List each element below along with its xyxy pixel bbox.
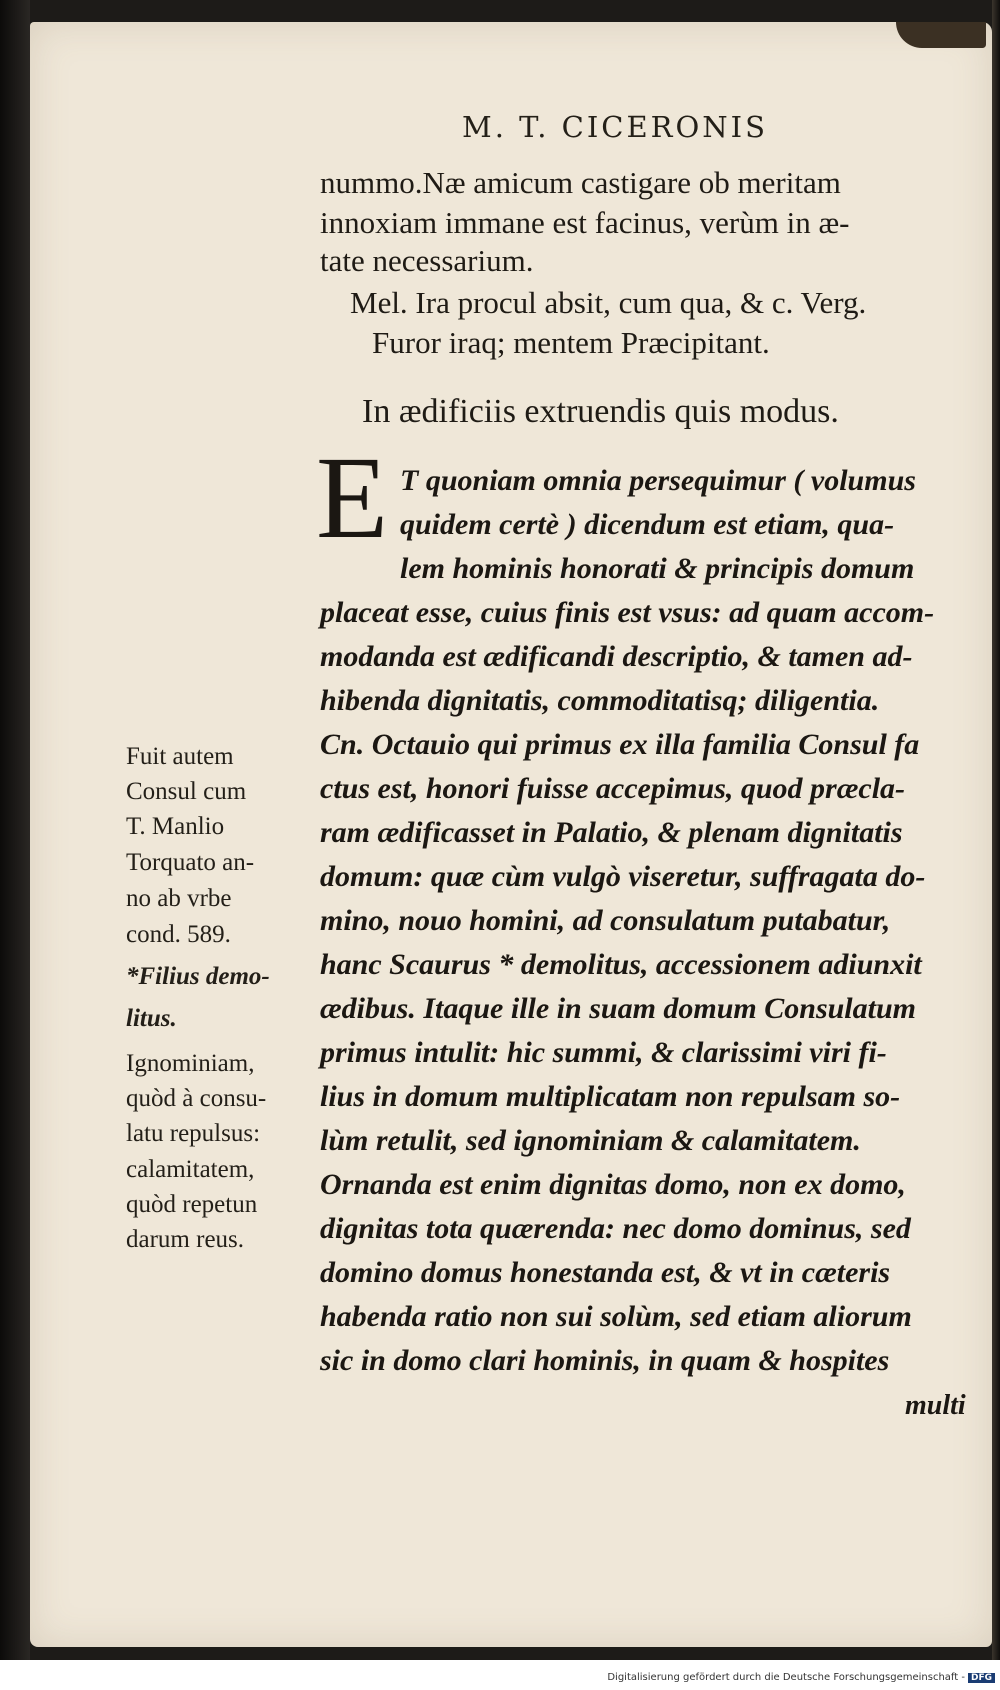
italic-line: Ornanda est enim dignitas domo, non ex domo, (320, 1168, 906, 1201)
digitization-footer (555, 1672, 995, 1683)
italic-line: domino domus honestanda est, & vt in cæteris (320, 1256, 891, 1289)
margin-note: Fuit autem (126, 743, 234, 770)
italic-line: Cn. Octauio qui primus ex illa familia Consul fa (320, 728, 920, 761)
italic-line: ædibus. Itaque ille in suam domum Consulatum (320, 992, 917, 1025)
italic-line: lùm retulit, sed ignominiam & calamitatem. (320, 1124, 861, 1157)
margin-note: Consul cum (126, 778, 247, 805)
margin-note: Ignominiam, (126, 1050, 255, 1077)
italic-line: mino, nouo homini, ad consulatum putabatur, (320, 904, 891, 937)
margin-note-italic: litus. (126, 1005, 177, 1032)
italic-line: ram ædificasset in Palatio, & plenam dignitatis (320, 816, 903, 849)
margin-note: quòd à consu- (126, 1085, 267, 1112)
dfg-logo-icon: DFG (968, 1673, 995, 1683)
italic-line: primus intulit: hic summi, & clarissimi viri fi- (320, 1036, 887, 1069)
italic-line: hanc Scaurus * demolitus, accessionem adiunxit (320, 948, 922, 981)
section-heading: In ædificiis extruendis quis modus. (362, 393, 839, 430)
body-line: nummo.Næ amicum castigare ob meritam (320, 165, 841, 200)
body-line: tate necessarium. (320, 243, 534, 278)
italic-line: habenda ratio non sui solùm, sed etiam aliorum (320, 1300, 912, 1333)
italic-line: hibenda dignitatis, commoditatisq; diligentia. (320, 684, 880, 717)
margin-note: calamitatem, (126, 1156, 255, 1183)
margin-note: darum reus. (126, 1226, 245, 1253)
catchword: multi (905, 1390, 966, 1421)
margin-note: latu repulsus: (126, 1120, 261, 1147)
running-header: M. T. CICERONIS (462, 110, 768, 144)
margin-note: T. Manlio (126, 813, 225, 840)
italic-line: sic in domo clari hominis, in quam & hospites (320, 1344, 890, 1377)
quote-line: Furor iraq; mentem Præcipitant. (372, 325, 770, 360)
italic-line: modanda est ædificandi descriptio, & tamen ad- (320, 640, 913, 673)
italic-line: quidem certè ) dicendum est etiam, qua- (400, 508, 895, 541)
italic-line: domum: quæ cùm vulgò viseretur, suffragata do- (320, 860, 926, 893)
page-edge (992, 0, 1000, 1660)
margin-note: Torquato an- (126, 849, 255, 876)
margin-note: no ab vrbe (126, 885, 232, 912)
body-line: innoxiam immane est facinus, verùm in æ- (320, 205, 850, 240)
drop-cap: E (316, 432, 389, 563)
italic-line: lius in domum multiplicatam non repulsam so- (320, 1080, 901, 1113)
italic-line: T quoniam omnia persequimur ( volumus (400, 464, 916, 497)
italic-line: placeat esse, cuius finis est vsus: ad quam accom- (320, 596, 935, 629)
footer-text: Digitalisierung gefördert durch die Deutsche Forschungsgemeinschaft - (607, 1672, 965, 1683)
corner-stain (896, 22, 986, 48)
italic-line: ctus est, honori fuisse accepimus, quod præcla- (320, 772, 906, 805)
quote-line: Mel. Ira procul absit, cum qua, & c. Verg. (350, 285, 867, 320)
book-binding (0, 0, 30, 1660)
italic-line: lem hominis honorati & principis domum (400, 552, 915, 585)
margin-note-italic: *Filius demo- (126, 963, 270, 990)
margin-note: quòd repetun (126, 1191, 258, 1218)
margin-note: cond. 589. (126, 921, 231, 948)
italic-line: dignitas tota quærenda: nec domo dominus, sed (320, 1212, 911, 1245)
